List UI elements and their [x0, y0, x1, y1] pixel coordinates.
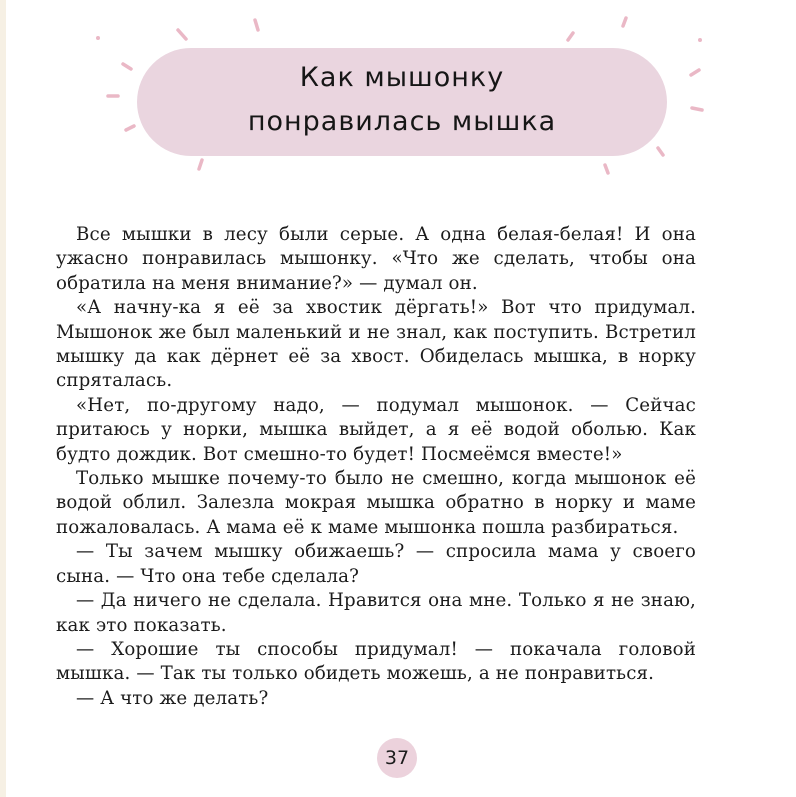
page-number-badge: 37	[377, 738, 417, 778]
story-paragraph: — А что же делать?	[76, 687, 269, 709]
story-paragraph: «Нет, по-другому надо, — подумал мышонок. — Сейчас притаюсь у норки, мышка выйдет, а я её водой оболью. Как будто дождик. Вот смешно-то будет! Посмеёмся вместе!»	[56, 394, 696, 465]
ray	[199, 160, 202, 169]
dot	[698, 38, 702, 42]
dot	[96, 36, 100, 40]
story-title-line-2: понравилась мышка	[247, 106, 557, 137]
story-title-line-1: Как мышонку	[299, 62, 505, 93]
title-banner	[137, 48, 667, 156]
ray	[691, 70, 699, 75]
story-paragraph: Все мышки в лесу были серые. А одна белая-белая! И она ужасно понравилась мышонку. «Что же сделать, чтобы она обратила на меня внимание?» — думал он.	[56, 224, 696, 294]
story-paragraph: — Ты зачем мышку обижаешь? — спросила мама у своего сына. — Что она тебе сделала?	[56, 541, 696, 587]
ray	[126, 126, 134, 130]
story-paragraph: — Хорошие ты способы придумал! — покачала головой мышка. — Так ты только обидеть можешь, а не понравиться.	[56, 638, 696, 685]
story-paragraph: Только мышке почему-то было не смешно, когда мышонок её водой облил. Залезла мокрая мышка обратно в норку и маме пожаловалась. А мама её к маме мышонка пошла разбираться.	[56, 468, 696, 538]
story-paragraph: — Да ничего не сделала. Нравится она мне. Только я не знаю, как это показать.	[56, 590, 696, 636]
ray	[605, 165, 608, 173]
story-text	[56, 223, 696, 711]
ray	[623, 18, 626, 26]
ray	[123, 64, 131, 69]
ray	[658, 148, 663, 155]
ray	[178, 30, 186, 39]
story-paragraph: «А начну-ка я её за хвостик дёргать!» Вот что придумал. Мышонок же был маленький и не знал, как поступить. Встретил мышку да как дёрнет её за хвост. Обиделась мышка, в норку спряталась.	[56, 297, 696, 392]
ray	[568, 33, 573, 40]
ray	[692, 108, 702, 110]
ray	[255, 20, 258, 30]
